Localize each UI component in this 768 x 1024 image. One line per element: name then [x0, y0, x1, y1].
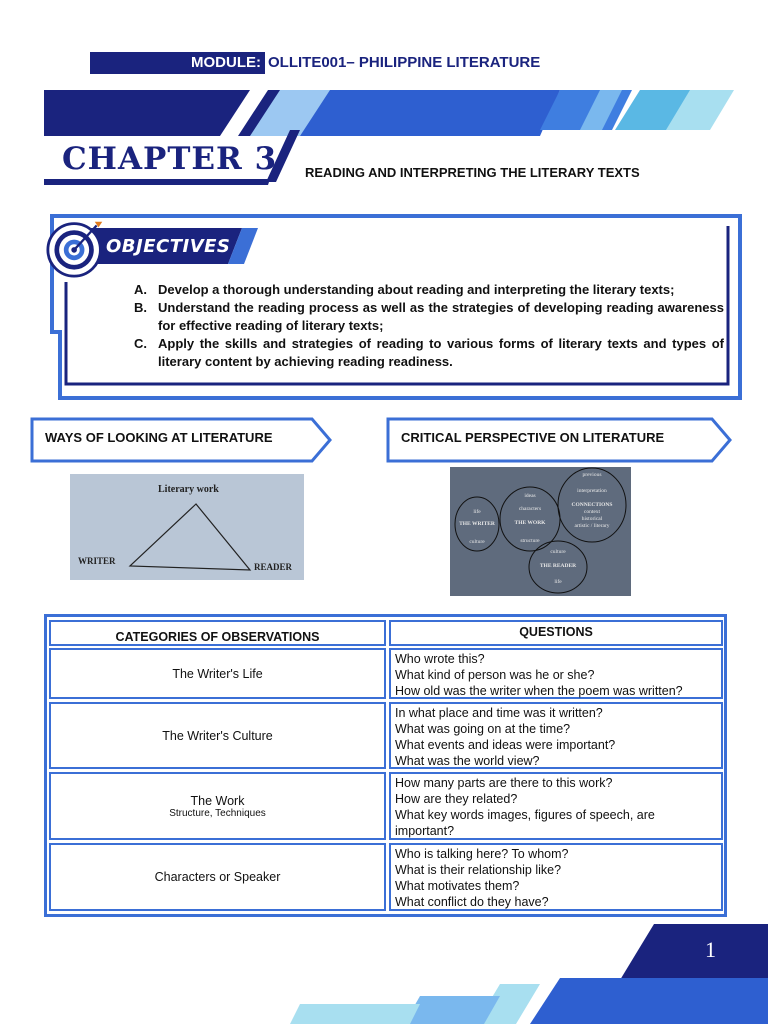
objective-item: C. Apply the skills and strategies of reading to various forms of literary texts and types of literary content by achieving reading readiness.	[134, 336, 724, 369]
table-row-questions: Who is talking here? To whom? What is their relationship like? What motivates them? What conflict do they have?	[389, 843, 723, 911]
objective-item: A. Develop a thorough understanding about reading and interpreting the literary texts;	[134, 282, 675, 297]
objectives-heading: OBJECTIVES	[106, 236, 231, 257]
circle1-text-3: culture	[469, 539, 485, 545]
circle4-text-1: culture	[550, 549, 566, 555]
table-header-categories: CATEGORIES OF OBSERVATIONS	[49, 620, 386, 646]
table-row-category: The Writer's Culture	[49, 702, 386, 769]
circle2-text-4: structure	[520, 538, 540, 544]
circle3-text-5: historical	[581, 516, 603, 522]
target-icon	[46, 218, 106, 278]
module-title: OLLITE001– PHILIPPINE LITERATURE	[268, 54, 541, 71]
triangle-label-left: WRITER	[78, 556, 116, 566]
triangle-label-top: Literary work	[158, 484, 219, 495]
circle3-text-2: interpretation	[577, 488, 607, 494]
circle3-text-3: CONNECTIONS	[571, 502, 613, 508]
circle1-text-2: THE WRITER	[459, 521, 495, 527]
footer-decoration	[0, 920, 768, 1024]
circle4-text-3: life	[554, 579, 562, 585]
table-row-category: The Work Structure, Techniques	[49, 772, 386, 840]
circle2-text-3: THE WORK	[514, 520, 546, 526]
chapter-title: CHAPTER 3	[62, 141, 278, 177]
section-header-ways	[30, 417, 332, 459]
circle2-text-1: ideas	[524, 493, 536, 499]
chapter-subtitle: READING AND INTERPRETING THE LITERARY TEXTS	[305, 165, 640, 180]
table-row-questions: In what place and time was it written? What was going on at the time? What events and ideas were important? What was the world view?	[389, 702, 723, 769]
page-number: 1	[705, 937, 716, 962]
section-title: WAYS OF LOOKING AT LITERATURE	[45, 430, 273, 445]
observations-table	[44, 614, 727, 917]
objectives-list	[134, 281, 724, 371]
literary-triangle-diagram	[70, 474, 304, 580]
circle3-text-4: context	[583, 509, 601, 515]
table-row-questions: How many parts are there to this work? How are they related? What key words images, figures of speech, are important?	[389, 772, 723, 840]
critical-perspective-diagram	[450, 467, 631, 596]
circle2-text-2: characters	[518, 506, 542, 512]
circle4-text-2: THE READER	[539, 563, 577, 569]
circle3-text-1: previous	[582, 472, 602, 478]
table-row-category: The Writer's Life	[49, 648, 386, 699]
circle1-text-1: life	[473, 509, 481, 515]
circle3-text-6: artistic / literary	[574, 523, 610, 529]
module-label: MODULE:	[191, 54, 261, 71]
triangle-label-right: READER	[254, 562, 293, 572]
table-header-questions: QUESTIONS	[389, 620, 723, 646]
table-row-category: Characters or Speaker	[49, 843, 386, 911]
section-title: CRITICAL PERSPECTIVE ON LITERATURE	[401, 430, 665, 445]
table-row-questions: Who wrote this? What kind of person was he or she? How old was the writer when the poem was written?	[389, 648, 723, 699]
section-header-critical	[386, 417, 734, 459]
objective-item: B. Understand the reading process as well as the strategies of developing reading awareness for effective reading of literary texts;	[134, 300, 724, 333]
